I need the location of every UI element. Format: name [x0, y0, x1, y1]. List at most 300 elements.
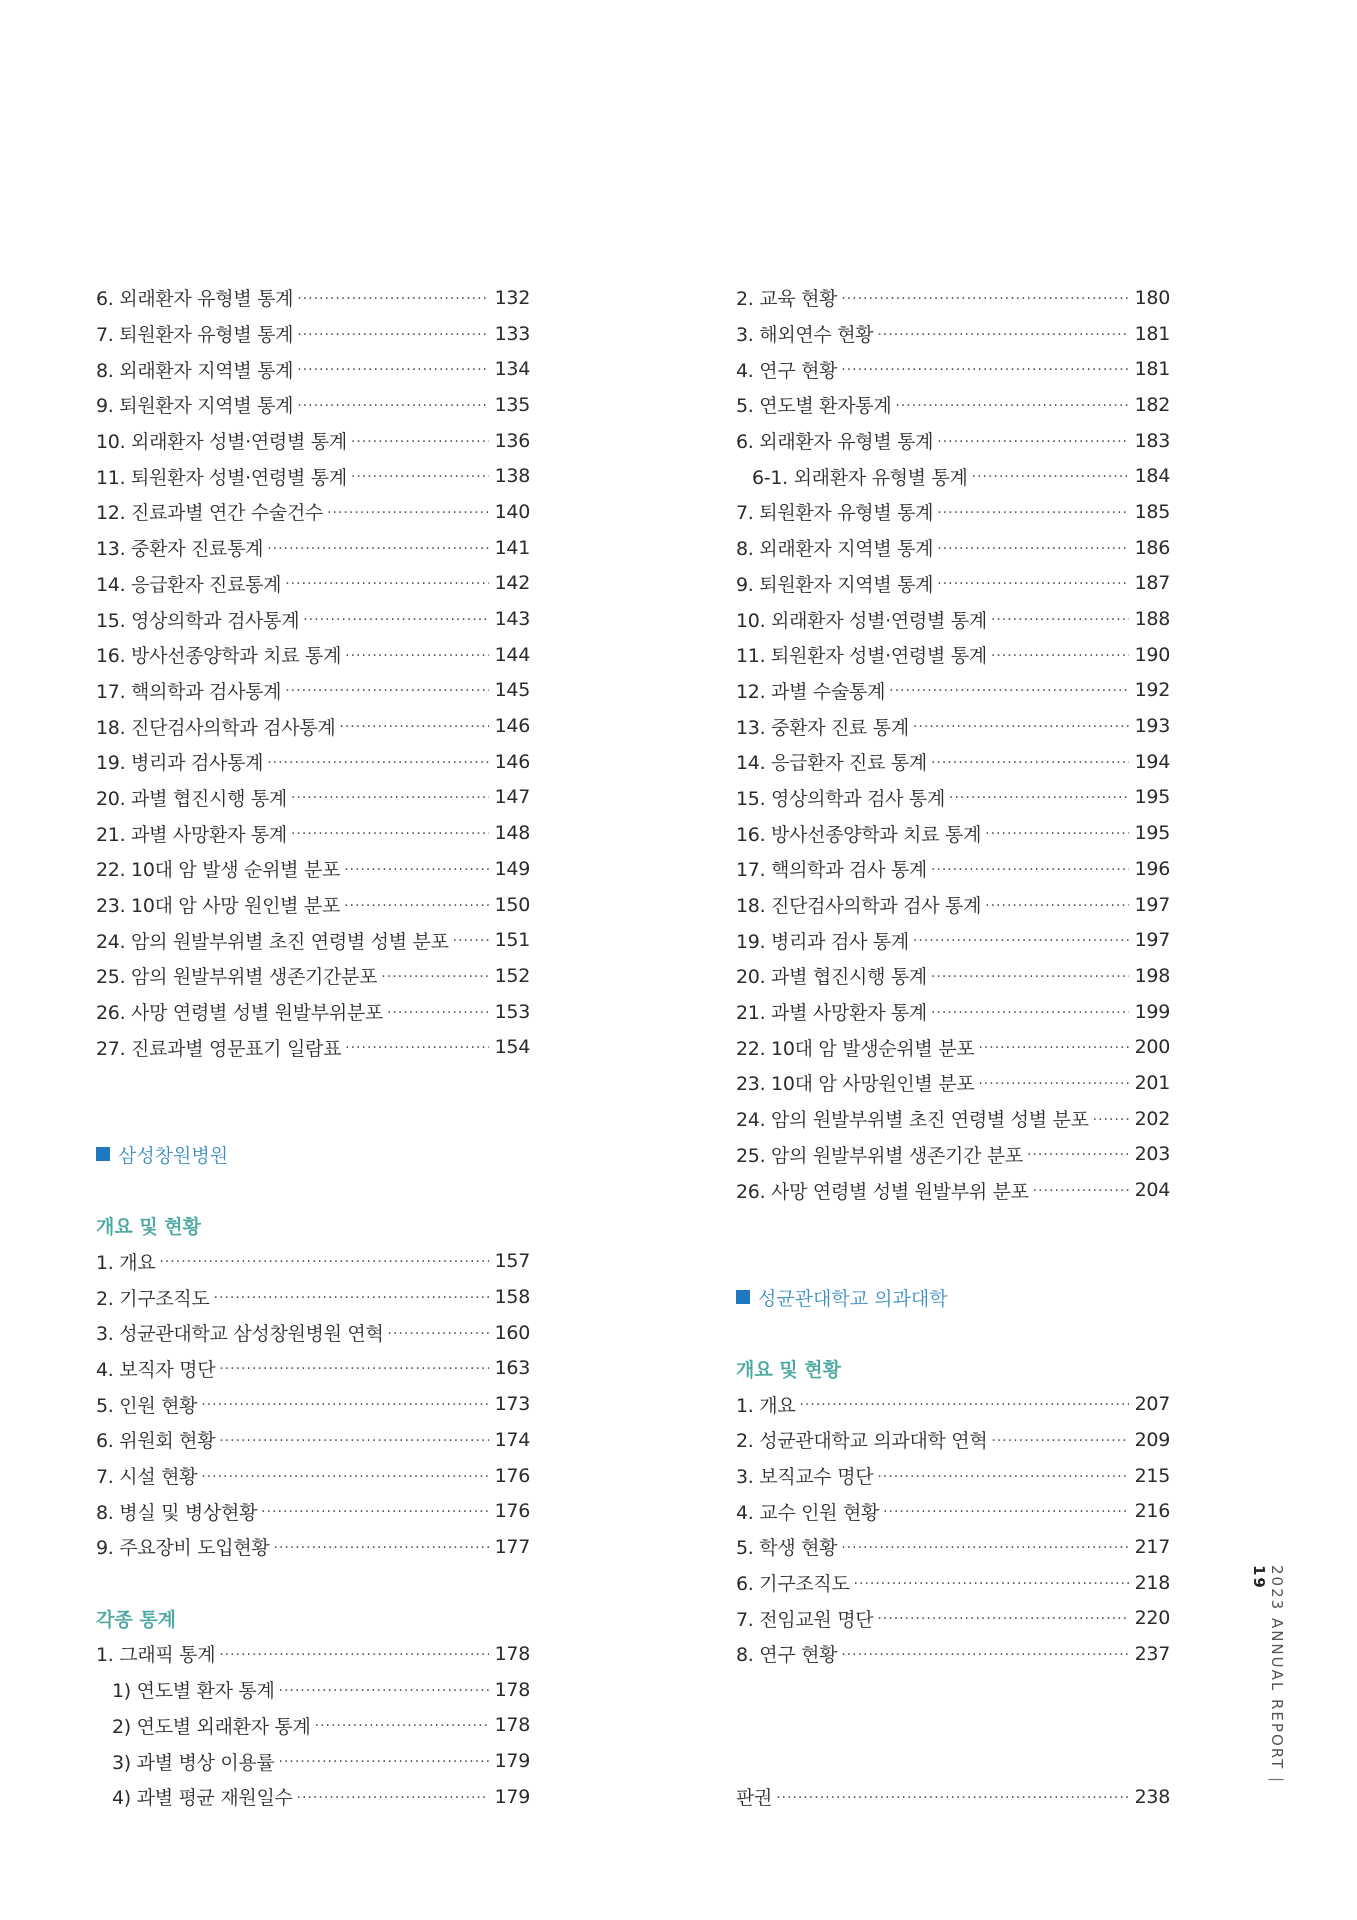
footer-separator: | [1268, 1777, 1286, 1785]
toc-entry[interactable] [736, 922, 1170, 958]
toc-entry-label: 2) 연도별 외래환자 통계 [112, 1715, 311, 1738]
toc-entry[interactable] [736, 780, 1170, 816]
toc-entry[interactable] [736, 566, 1170, 602]
toc-entry-page: 151 [494, 929, 530, 952]
dot-leader [991, 1433, 1128, 1449]
dot-leader [297, 291, 488, 307]
toc-entry[interactable] [96, 530, 530, 566]
dot-leader [381, 969, 488, 985]
toc-entry-page: 138 [494, 465, 530, 488]
toc-entry[interactable] [736, 1137, 1170, 1173]
dot-leader [453, 933, 489, 949]
toc-entry[interactable] [96, 1529, 530, 1565]
toc-entry-label: 24. 암의 원발부위별 초진 연령별 성별 분포 [96, 930, 449, 953]
dot-leader [949, 790, 1129, 806]
toc-entry-page: 190 [1134, 643, 1170, 666]
toc-entry[interactable] [96, 922, 530, 958]
toc-entry[interactable] [96, 708, 530, 744]
toc-entry-page: 178 [494, 1642, 530, 1665]
toc-right-column [736, 280, 1170, 1815]
toc-entry-label: 8. 병실 및 병상현황 [96, 1501, 258, 1524]
toc-entry-page: 215 [1134, 1464, 1170, 1487]
dot-leader [937, 434, 1128, 450]
toc-entry-page: 192 [1134, 679, 1170, 702]
dot-leader [931, 862, 1129, 878]
toc-entry-page: 198 [1134, 964, 1170, 987]
toc-entry[interactable] [736, 744, 1170, 780]
toc-entry-label: 16. 방사선종양학과 치료 통계 [736, 823, 982, 846]
toc-entry[interactable] [96, 815, 530, 851]
dot-leader [339, 719, 488, 735]
toc-entry-label: 6. 외래환자 유형별 통계 [736, 431, 934, 454]
toc-entry-page: 181 [1134, 358, 1170, 381]
toc-list [736, 1386, 1170, 1672]
toc-entry-page: 146 [494, 715, 530, 738]
toc-entry-page: 197 [1134, 929, 1170, 952]
toc-entry-label: 20. 과별 협진시행 통계 [736, 966, 927, 989]
toc-entry-label: 18. 진단검사의학과 검사통계 [96, 716, 336, 739]
toc-entry[interactable] [736, 637, 1170, 673]
dot-leader [285, 576, 488, 592]
toc-entry-page: 180 [1134, 286, 1170, 309]
toc-entry[interactable] [736, 1386, 1170, 1422]
toc-entry-page: 178 [494, 1678, 530, 1701]
toc-entry[interactable] [96, 280, 530, 316]
toc-entry-label: 8. 외래환자 지역별 통계 [96, 359, 294, 382]
toc-entry-page: 158 [494, 1286, 530, 1309]
toc-entry[interactable] [96, 1672, 530, 1708]
dot-leader [279, 1683, 489, 1699]
toc-entry[interactable] [96, 994, 530, 1030]
square-bullet-icon [96, 1147, 110, 1161]
toc-entry[interactable] [736, 1636, 1170, 1672]
toc-entry-page: 197 [1134, 893, 1170, 916]
page-number: 19 [1250, 1565, 1268, 1590]
dot-leader [315, 1718, 489, 1734]
dot-leader [877, 1611, 1128, 1627]
toc-entry-label: 25. 암의 원발부위별 생존기간 분포 [736, 1144, 1023, 1167]
toc-entry[interactable] [96, 1493, 530, 1529]
toc-entry[interactable] [736, 316, 1170, 352]
toc-entry-copyright[interactable] [736, 1779, 1170, 1815]
toc-entry-page: 199 [1134, 1000, 1170, 1023]
toc-entry-page: 150 [494, 893, 530, 916]
toc-entry-page: 178 [494, 1714, 530, 1737]
toc-entry-page: 147 [494, 786, 530, 809]
report-title: 2023 ANNUAL REPORT [1268, 1565, 1286, 1771]
toc-entry-label: 11. 퇴원환자 성별·연령별 통계 [96, 466, 347, 489]
toc-entry-label: 22. 10대 암 발생 순위별 분포 [96, 859, 341, 882]
dot-leader [991, 612, 1129, 628]
toc-entry[interactable] [736, 994, 1170, 1030]
toc-entry-label: 4) 과별 평균 재원일수 [112, 1787, 293, 1810]
dot-leader [297, 327, 488, 343]
toc-entry[interactable] [736, 1172, 1170, 1208]
toc-entry-page: 152 [494, 964, 530, 987]
toc-list [96, 1244, 530, 1565]
subheading-overview: 개요 및 현황 [736, 1358, 841, 1381]
toc-entry-page: 153 [494, 1000, 530, 1023]
toc-entry-label: 19. 병리과 검사 통계 [736, 930, 909, 953]
toc-list [96, 280, 530, 1065]
toc-entry-page: 136 [494, 429, 530, 452]
section-heading-text: 성균관대학교 의과대학 [758, 1287, 948, 1310]
toc-entry[interactable] [96, 458, 530, 494]
toc-entry-label: 3. 성균관대학교 삼성창원병원 연혁 [96, 1323, 384, 1346]
toc-entry-page: 207 [1134, 1393, 1170, 1416]
toc-entry-label: 13. 중환자 진료 통계 [736, 716, 909, 739]
toc-entry[interactable] [736, 530, 1170, 566]
toc-entry[interactable] [96, 1315, 530, 1351]
toc-entry-label: 9. 퇴원환자 지역별 통계 [736, 573, 934, 596]
dot-leader [219, 1647, 488, 1663]
toc-entry[interactable] [736, 601, 1170, 637]
toc-entry-page: 145 [494, 679, 530, 702]
toc-entry-label: 9. 주요장비 도입현황 [96, 1537, 270, 1560]
running-footer [1250, 1565, 1286, 1805]
toc-entry-label: 6. 외래환자 유형별 통계 [96, 288, 294, 311]
toc-entry-label: 10. 외래환자 성별·연령별 통계 [96, 431, 347, 454]
dot-leader [883, 1504, 1129, 1520]
toc-entry[interactable] [736, 708, 1170, 744]
toc-entry-label: 1. 개요 [96, 1251, 156, 1274]
toc-entry-label: 13. 중환자 진료통계 [96, 538, 264, 561]
toc-entry[interactable] [96, 1279, 530, 1315]
dot-leader [201, 1397, 488, 1413]
toc-entry-page: 133 [494, 322, 530, 345]
toc-entry-page: 142 [494, 572, 530, 595]
toc-entry[interactable] [96, 1636, 530, 1672]
toc-entry-label: 24. 암의 원발부위별 초진 연령별 성별 분포 [736, 1109, 1089, 1132]
dot-leader [345, 1040, 488, 1056]
dot-leader [776, 1790, 1129, 1806]
toc-entry-label: 판권 [736, 1787, 773, 1810]
toc-entry-label: 8. 외래환자 지역별 통계 [736, 538, 934, 561]
toc-entry-page: 148 [494, 822, 530, 845]
toc-entry[interactable] [96, 1386, 530, 1422]
dot-leader [937, 576, 1128, 592]
toc-entry[interactable] [736, 1029, 1170, 1065]
toc-entry[interactable] [96, 387, 530, 423]
dot-leader [913, 933, 1129, 949]
toc-entry-label: 7. 퇴원환자 유형별 통계 [736, 502, 934, 525]
toc-entry-page: 181 [1134, 322, 1170, 345]
toc-entry-page: 179 [494, 1750, 530, 1773]
toc-left-column [96, 280, 530, 1815]
toc-entry-label: 26. 사망 연령별 성별 원발부위 분포 [736, 1180, 1029, 1203]
dot-leader [261, 1504, 488, 1520]
toc-entry-page: 173 [494, 1393, 530, 1416]
toc-entry[interactable] [736, 887, 1170, 923]
dot-leader [913, 719, 1129, 735]
toc-entry-label: 19. 병리과 검사통계 [96, 752, 264, 775]
toc-entry-label: 27. 진료과별 영문표기 일람표 [96, 1037, 342, 1060]
toc-entry-label: 1. 개요 [736, 1394, 796, 1417]
dot-leader [972, 469, 1129, 485]
toc-entry[interactable] [736, 1493, 1170, 1529]
toc-entry[interactable] [96, 1779, 530, 1815]
toc-entry[interactable] [736, 673, 1170, 709]
toc-entry-label: 4. 교수 인원 현황 [736, 1501, 880, 1524]
dot-leader [889, 683, 1129, 699]
dot-leader [297, 362, 488, 378]
dot-leader [303, 612, 488, 628]
toc-entry[interactable] [96, 1743, 530, 1779]
toc-entry-page: 218 [1134, 1571, 1170, 1594]
dot-leader [978, 1040, 1128, 1056]
subheading-statistics: 각종 통계 [96, 1608, 177, 1631]
toc-entry-label: 2. 기구조직도 [96, 1287, 210, 1310]
toc-entry-label: 5. 학생 현황 [736, 1537, 838, 1560]
toc-entry-label: 14. 응급환자 진료 통계 [736, 752, 927, 775]
dot-leader [273, 1540, 488, 1556]
dot-leader [1027, 1147, 1129, 1163]
dot-leader [351, 434, 489, 450]
toc-entry[interactable] [96, 601, 530, 637]
toc-entry-page: 220 [1134, 1607, 1170, 1630]
dot-leader [201, 1469, 488, 1485]
dot-leader [841, 1647, 1128, 1663]
toc-entry-page: 202 [1134, 1107, 1170, 1130]
dot-leader [351, 469, 489, 485]
toc-entry-page: 135 [494, 393, 530, 416]
toc-entry[interactable] [96, 1458, 530, 1494]
dot-leader [279, 1754, 489, 1770]
toc-entry-page: 195 [1134, 822, 1170, 845]
toc-entry-label: 3. 해외연수 현황 [736, 324, 874, 347]
dot-leader [345, 648, 488, 664]
dot-leader [388, 1326, 489, 1342]
toc-entry[interactable] [736, 1101, 1170, 1137]
subheading-overview: 개요 및 현황 [96, 1216, 201, 1239]
toc-entry-page: 182 [1134, 393, 1170, 416]
toc-entry-label: 7. 퇴원환자 유형별 통계 [96, 324, 294, 347]
toc-entry-page: 196 [1134, 857, 1170, 880]
toc-entry[interactable] [96, 316, 530, 352]
toc-entry-page: 177 [494, 1535, 530, 1558]
dot-leader [985, 898, 1128, 914]
dot-leader [877, 327, 1128, 343]
dot-leader [214, 1290, 489, 1306]
dot-leader [895, 398, 1128, 414]
toc-entry-label: 3) 과별 병상 이용률 [112, 1751, 275, 1774]
toc-entry[interactable] [96, 1351, 530, 1387]
toc-entry-label: 23. 10대 암 사망 원인별 분포 [96, 895, 341, 918]
toc-entry-label: 6. 위원회 현황 [96, 1430, 216, 1453]
toc-entry-label: 17. 핵의학과 검사 통계 [736, 859, 927, 882]
toc-entry[interactable] [96, 566, 530, 602]
toc-entry-page: 203 [1134, 1143, 1170, 1166]
toc-entry-page: 185 [1134, 500, 1170, 523]
toc-entry[interactable] [736, 1458, 1170, 1494]
toc-entry-page: 187 [1134, 572, 1170, 595]
toc-entry-label: 15. 영상의학과 검사통계 [96, 609, 300, 632]
toc-entry-page: 184 [1134, 465, 1170, 488]
toc-entry[interactable] [736, 1529, 1170, 1565]
toc-entry-label: 3. 보직교수 명단 [736, 1466, 874, 1489]
toc-entry-page: 186 [1134, 536, 1170, 559]
toc-entry-label: 12. 진료과별 연간 수술건수 [96, 502, 324, 525]
toc-entry-page: 237 [1134, 1642, 1170, 1665]
square-bullet-icon [736, 1290, 750, 1304]
dot-leader [799, 1397, 1128, 1413]
toc-entry-page: 143 [494, 608, 530, 631]
toc-entry-page: 140 [494, 500, 530, 523]
toc-entry-label: 20. 과별 협진시행 통계 [96, 787, 287, 810]
toc-entry[interactable] [96, 780, 530, 816]
toc-entry-label: 15. 영상의학과 검사 통계 [736, 787, 946, 810]
toc-entry[interactable] [96, 1029, 530, 1065]
toc-entry[interactable] [96, 887, 530, 923]
toc-entry[interactable] [736, 1422, 1170, 1458]
toc-entry-page: 194 [1134, 750, 1170, 773]
toc-entry[interactable] [96, 494, 530, 530]
toc-entry-page: 174 [494, 1428, 530, 1451]
section-heading-text: 삼성창원병원 [118, 1144, 229, 1167]
toc-entry-label: 17. 핵의학과 검사통계 [96, 680, 282, 703]
toc-entry-page: 193 [1134, 715, 1170, 738]
toc-entry-page: 238 [1134, 1785, 1170, 1808]
dot-leader [219, 1433, 488, 1449]
dot-leader [931, 1005, 1129, 1021]
toc-entry-page: 176 [494, 1464, 530, 1487]
toc-entry-label: 8. 연구 현황 [736, 1644, 838, 1667]
dot-leader [985, 826, 1128, 842]
toc-entry-page: 217 [1134, 1535, 1170, 1558]
dot-leader [291, 790, 489, 806]
toc-entry[interactable] [736, 351, 1170, 387]
dot-leader [991, 648, 1129, 664]
dot-leader [219, 1361, 488, 1377]
toc-entry[interactable] [736, 387, 1170, 423]
dot-leader [931, 755, 1129, 771]
toc-entry[interactable] [96, 637, 530, 673]
toc-entry-page: 163 [494, 1357, 530, 1380]
toc-entry-page: 204 [1134, 1179, 1170, 1202]
toc-entry-page: 157 [494, 1250, 530, 1273]
toc-entry-label: 21. 과별 사망환자 통계 [96, 823, 287, 846]
toc-entry-label: 5. 연도별 환자통계 [736, 395, 892, 418]
toc-entry-page: 146 [494, 750, 530, 773]
dot-leader [1093, 1112, 1129, 1128]
toc-entry[interactable] [96, 1422, 530, 1458]
toc-entry-page: 132 [494, 286, 530, 309]
dot-leader [841, 291, 1128, 307]
dot-leader [387, 1005, 489, 1021]
section-heading-medical-school [736, 1279, 1170, 1315]
toc-entry-page: 144 [494, 643, 530, 666]
toc-entry-page: 134 [494, 358, 530, 381]
dot-leader [931, 969, 1129, 985]
dot-leader [159, 1254, 488, 1270]
toc-entry-page: 195 [1134, 786, 1170, 809]
dot-leader [937, 505, 1128, 521]
toc-entry[interactable] [96, 958, 530, 994]
dot-leader [267, 541, 488, 557]
toc-entry[interactable] [736, 958, 1170, 994]
toc-entry-label: 23. 10대 암 사망원인별 분포 [736, 1073, 975, 1096]
toc-list [736, 280, 1170, 1208]
toc-entry-label: 16. 방사선종양학과 치료 통계 [96, 645, 342, 668]
dot-leader [877, 1469, 1128, 1485]
toc-entry[interactable] [96, 423, 530, 459]
dot-leader [344, 898, 489, 914]
toc-entry[interactable] [96, 744, 530, 780]
toc-entry-label: 6-1. 외래환자 유형별 통계 [752, 466, 968, 489]
dot-leader [297, 1790, 489, 1806]
toc-entry[interactable] [96, 851, 530, 887]
toc-entry-label: 12. 과별 수술통계 [736, 680, 886, 703]
toc-entry-label: 6. 기구조직도 [736, 1573, 850, 1596]
toc-entry-page: 179 [494, 1785, 530, 1808]
dot-leader [978, 1076, 1128, 1092]
toc-entry-page: 209 [1134, 1428, 1170, 1451]
dot-leader [841, 1540, 1128, 1556]
toc-entry[interactable] [96, 673, 530, 709]
toc-entry-page: 141 [494, 536, 530, 559]
dot-leader [841, 362, 1128, 378]
toc-entry-page: 201 [1134, 1071, 1170, 1094]
dot-leader [291, 826, 489, 842]
toc-entry-page: 183 [1134, 429, 1170, 452]
toc-entry-label: 1. 그래픽 통계 [96, 1644, 216, 1667]
toc-entry-label: 22. 10대 암 발생순위별 분포 [736, 1037, 975, 1060]
toc-entry[interactable] [736, 815, 1170, 851]
toc-entry-page: 216 [1134, 1500, 1170, 1523]
dot-leader [297, 398, 488, 414]
toc-entry-label: 1) 연도별 환자 통계 [112, 1680, 275, 1703]
toc-entry-label: 4. 보직자 명단 [96, 1358, 216, 1381]
toc-entry[interactable] [736, 851, 1170, 887]
toc-entry[interactable] [736, 1600, 1170, 1636]
dot-leader [344, 862, 489, 878]
toc-entry-label: 18. 진단검사의학과 검사 통계 [736, 895, 982, 918]
toc-entry[interactable] [736, 280, 1170, 316]
toc-entry[interactable] [736, 423, 1170, 459]
toc-entry[interactable] [736, 1065, 1170, 1101]
toc-entry[interactable] [736, 1565, 1170, 1601]
toc-entry-label: 2. 성균관대학교 의과대학 연혁 [736, 1430, 988, 1453]
toc-entry-page: 149 [494, 857, 530, 880]
toc-entry-label: 25. 암의 원발부위별 생존기간분포 [96, 966, 378, 989]
dot-leader [267, 755, 488, 771]
toc-entry[interactable] [736, 458, 1170, 494]
toc-entry-label: 9. 퇴원환자 지역별 통계 [96, 395, 294, 418]
toc-entry[interactable] [96, 1708, 530, 1744]
toc-entry-label: 7. 시설 현황 [96, 1466, 198, 1489]
toc-entry-label: 10. 외래환자 성별·연령별 통계 [736, 609, 987, 632]
section-heading-samsung-changwon [96, 1137, 530, 1173]
toc-entry[interactable] [96, 1244, 530, 1280]
toc-list [96, 1636, 530, 1814]
toc-entry-label: 11. 퇴원환자 성별·연령별 통계 [736, 645, 987, 668]
toc-entry-page: 200 [1134, 1036, 1170, 1059]
dot-leader [937, 541, 1128, 557]
toc-entry-label: 14. 응급환자 진료통계 [96, 573, 282, 596]
toc-entry-page: 160 [494, 1321, 530, 1344]
toc-entry-page: 154 [494, 1036, 530, 1059]
toc-entry[interactable] [96, 351, 530, 387]
toc-entry-label: 5. 인원 현황 [96, 1394, 198, 1417]
toc-entry-page: 188 [1134, 608, 1170, 631]
dot-leader [327, 505, 489, 521]
toc-entry[interactable] [736, 494, 1170, 530]
dot-leader [285, 683, 488, 699]
dot-leader [854, 1576, 1129, 1592]
toc-entry-label: 7. 전임교원 명단 [736, 1608, 874, 1631]
toc-entry-label: 26. 사망 연령별 성별 원발부위분포 [96, 1002, 383, 1025]
toc-entry-label: 4. 연구 현황 [736, 359, 838, 382]
